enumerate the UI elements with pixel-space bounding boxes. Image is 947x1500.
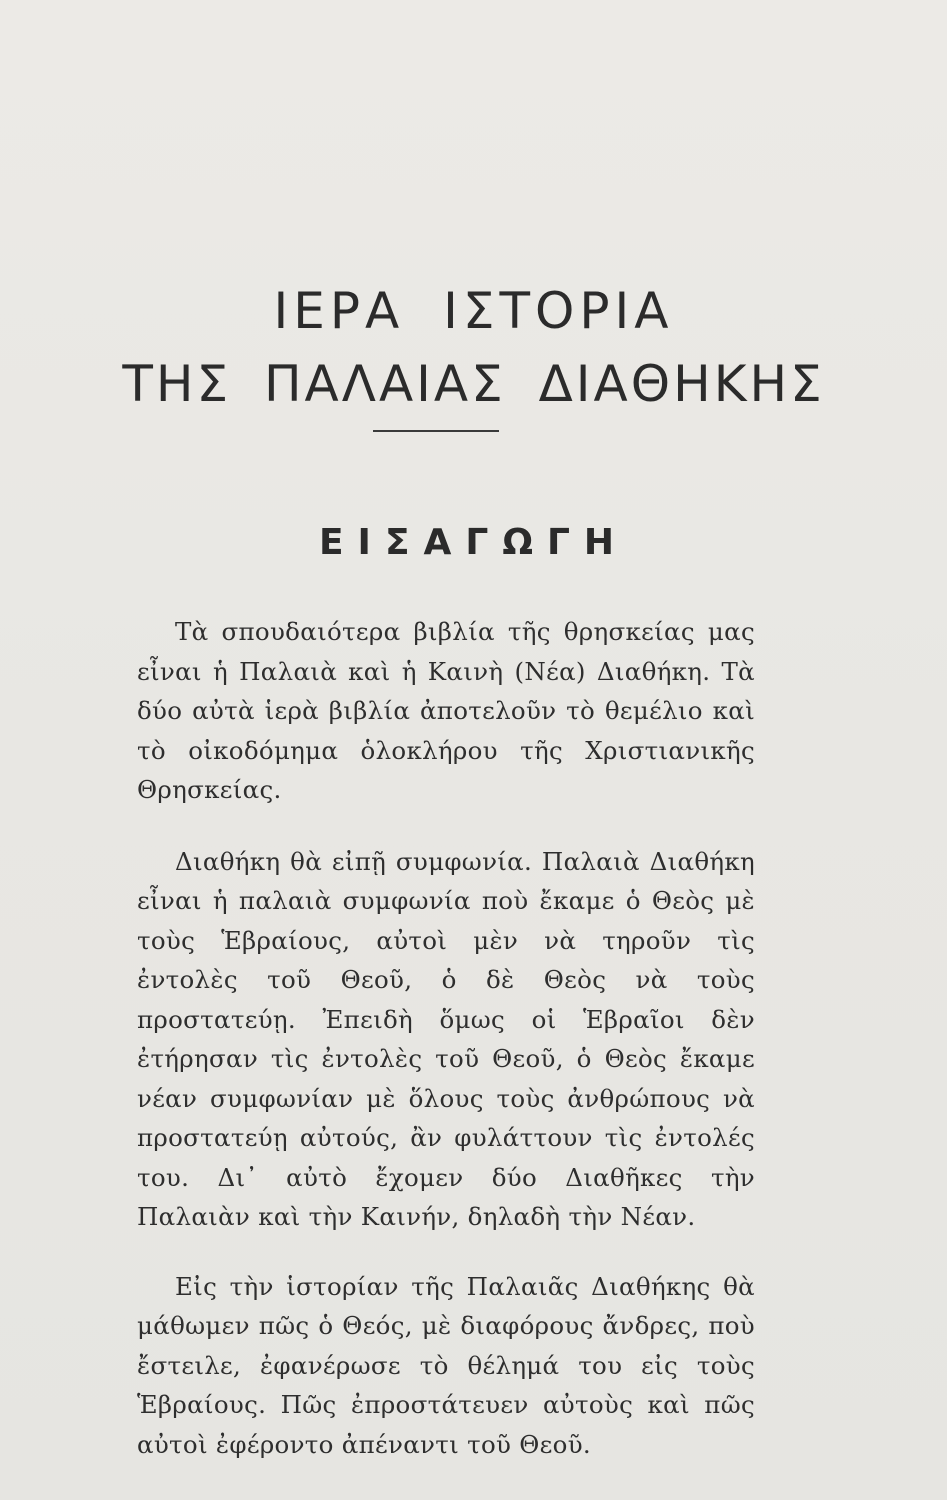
title-line-2: ΤΗΣ ΠΑΛΑΙΑΣ ΔΙΑΘΗΚΗΣ: [122, 355, 825, 413]
paragraph-3: Εἰς τὴν ἱστορίαν τῆς Παλαιᾶς Διαθήκης θὰ μάθωμεν πῶς ὁ Θεός, μὲ διαφόρους ἄνδρες, ποὺ ἔστειλε, ἐφανέρωσε τὸ θέλημά του εἰς τοὺς Ἑβραίους. Πῶς ἐπροστάτευεν αὐτοὺς καὶ πῶς αὐτοὶ ἐφέροντο ἀπέναντι τοῦ Θεοῦ.: [137, 1271, 755, 1459]
title-line-1: ΙΕΡΑ ΙΣΤΟΡΙΑ: [273, 282, 674, 340]
section-heading: ΕΙΣΑΓΩΓΗ: [318, 522, 629, 563]
title-divider: [373, 430, 499, 432]
paragraph-2: Διαθήκη θὰ εἰπῇ συμφωνία. Παλαιὰ Διαθήκη εἶναι ἡ παλαιὰ συμφωνία ποὺ ἔκαμε ὁ Θεὸς μὲ τοὺς Ἑβραίους, αὐτοὶ μὲν νὰ τηροῦν τὶς ἐντολὲς τοῦ Θεοῦ, ὁ δὲ Θεὸς νὰ τοὺς προστατεύῃ. Ἐπειδὴ ὅμως οἱ Ἑβραῖοι δὲν ἐτήρησαν τὶς ἐντολὲς τοῦ Θεοῦ, ὁ Θεὸς ἔκαμε νέαν συμφωνίαν μὲ ὅλους τοὺς ἀνθρώπους νὰ προστατεύῃ αὐτούς, ἂν φυλάττουν τὶς ἐντολές του. Δι᾽ αὐτὸ ἔχομεν δύο Διαθῆκες τὴν Παλαιὰν καὶ τὴν Καινήν, δηλαδὴ τὴν Νέαν.: [137, 846, 755, 1231]
paragraph-1: Τὰ σπουδαιότερα βιβλία τῆς θρησκείας μας εἶναι ἡ Παλαιὰ καὶ ἡ Καινὴ (Νέα) Διαθήκη. Τὰ δύο αὐτὰ ἱερὰ βιβλία ἀποτελοῦν τὸ θεμέλιο καὶ τὸ οἰκοδόμημα ὁλοκλήρου τῆς Χριστιανικῆς Θρησκείας.: [137, 617, 755, 804]
body-text: [137, 612, 755, 1496]
